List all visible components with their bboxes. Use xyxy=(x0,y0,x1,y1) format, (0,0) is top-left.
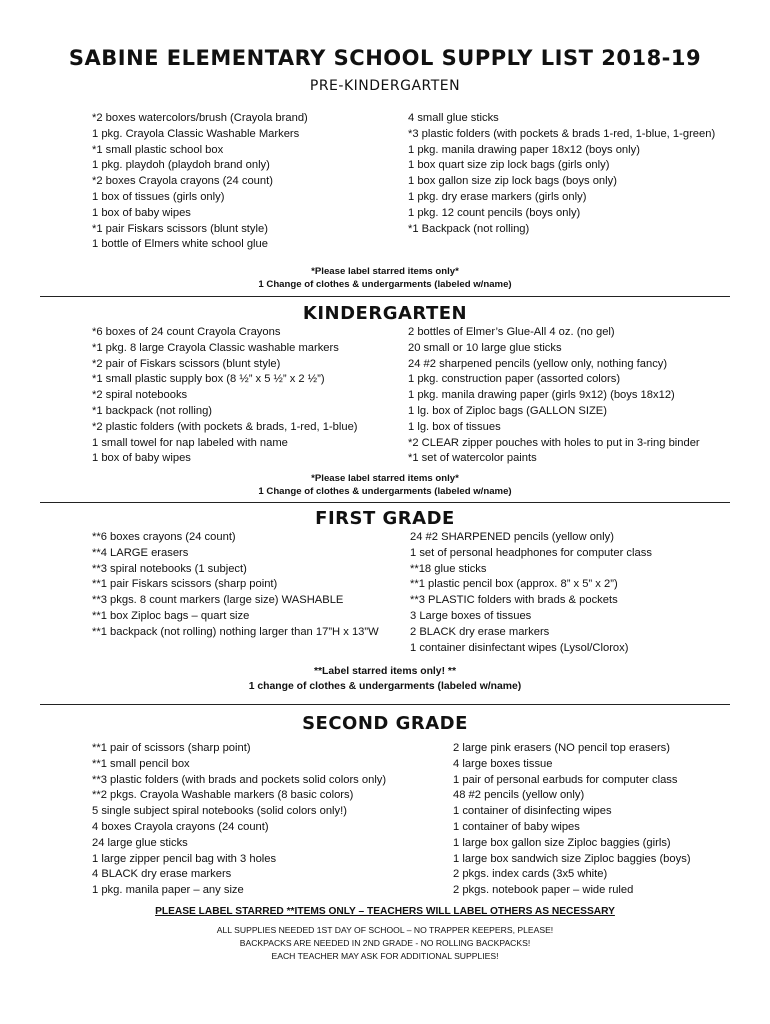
list-item: 24 #2 sharpened pencils (yellow only, nothing fancy) xyxy=(408,357,668,370)
list-item: 1 set of personal headphones for computer class xyxy=(410,546,652,559)
list-item: 1 bottle of Elmers white school glue xyxy=(92,238,268,251)
list-item: 1 small towel for nap labeled with name xyxy=(92,436,288,449)
list-item: 2 BLACK dry erase markers xyxy=(410,625,550,638)
first-right-list xyxy=(410,530,652,656)
list-item: *1 pkg. 8 large Crayola Classic washable markers xyxy=(92,341,339,354)
list-item: 1 large box gallon size Ziploc baggies (girls) xyxy=(453,836,671,849)
list-item: 1 pair of personal earbuds for computer class xyxy=(453,773,678,786)
list-item: *2 boxes Crayola crayons (24 count) xyxy=(92,175,273,188)
list-item: 1 pkg. playdoh (playdoh brand only) xyxy=(92,159,270,172)
divider xyxy=(40,704,730,705)
prek-heading: PRE-KINDERGARTEN xyxy=(309,78,461,94)
list-item: 1 container of disinfecting wipes xyxy=(453,805,612,818)
kinder-note xyxy=(0,472,770,498)
list-item: **1 box Ziploc bags – quart size xyxy=(92,609,250,622)
list-item: 1 large zipper pencil bag with 3 holes xyxy=(92,852,277,865)
divider xyxy=(40,502,730,503)
list-item: 24 large glue sticks xyxy=(92,836,188,849)
list-item: 1 pkg. manila drawing paper 18x12 (boys only) xyxy=(408,143,640,156)
list-item: 1 box of baby wipes xyxy=(92,452,191,465)
list-item: *6 boxes of 24 count Crayola Crayons xyxy=(92,326,281,338)
list-item: 1 lg. box of tissues xyxy=(408,420,501,433)
list-item: 1 pkg. dry erase markers (girls only) xyxy=(408,190,587,203)
footer-notes xyxy=(0,924,770,963)
note-line: 1 Change of clothes & undergarments (labeled w/name) xyxy=(258,486,512,497)
note-line: **Label starred items only! ** xyxy=(313,666,457,677)
list-item: 2 pkgs. notebook paper – wide ruled xyxy=(453,884,634,897)
footer-line: ALL SUPPLIES NEEDED 1ST DAY OF SCHOOL – NO TRAPPER KEEPERS, PLEASE! xyxy=(216,925,554,935)
list-item: *1 small plastic school box xyxy=(92,143,224,156)
list-item: 1 box gallon size zip lock bags (boys only) xyxy=(408,175,617,188)
list-item: **1 pair of scissors (sharp point) xyxy=(92,742,251,754)
list-item: *2 spiral notebooks xyxy=(92,389,188,402)
first-heading: FIRST GRADE xyxy=(315,508,455,529)
list-item: *2 boxes watercolors/brush (Crayola brand) xyxy=(92,112,308,124)
note-line: *Please label starred items only* xyxy=(311,473,459,484)
list-item: **6 boxes crayons (24 count) xyxy=(92,531,236,543)
list-item: *2 pair of Fiskars scissors (blunt style) xyxy=(92,357,281,370)
kinder-heading: KINDERGARTEN xyxy=(302,303,468,324)
list-item: **1 pair Fiskars scissors (sharp point) xyxy=(92,578,278,591)
list-item: **2 pkgs. Crayola Washable markers (8 basic colors) xyxy=(92,789,354,802)
footer-line: EACH TEACHER MAY ASK FOR ADDITIONAL SUPPLIES! xyxy=(271,951,499,961)
list-item: 3 Large boxes of tissues xyxy=(410,609,532,622)
list-item: *2 CLEAR zipper pouches with holes to put in 3-ring binder xyxy=(408,436,700,449)
note-line: 1 change of clothes & undergarments (labeled w/name) xyxy=(248,681,522,692)
second-right-list xyxy=(453,741,691,899)
list-item: *1 small plastic supply box (8 ½” x 5 ½” x 2 ½”) xyxy=(92,373,325,386)
prek-left-list xyxy=(92,111,308,253)
list-item: 1 container disinfectant wipes (Lysol/Clorox) xyxy=(410,641,629,654)
kinder-right-list xyxy=(408,325,700,467)
list-item: **1 small pencil box xyxy=(92,757,190,770)
prek-right-list xyxy=(408,111,715,237)
list-item: *2 plastic folders (with pockets & brads, 1-red, 1-blue) xyxy=(92,420,358,433)
first-note xyxy=(0,664,770,694)
list-item: *1 set of watercolor paints xyxy=(408,452,537,465)
list-item: 1 large box sandwich size Ziploc baggies (boys) xyxy=(453,852,691,865)
list-item: 1 box of baby wipes xyxy=(92,206,191,219)
list-item: *1 Backpack (not rolling) xyxy=(408,222,530,235)
list-item: 2 pkgs. index cards (3x5 white) xyxy=(453,868,608,881)
list-item: 2 large pink erasers (NO pencil top erasers) xyxy=(453,742,671,754)
list-item: 24 #2 SHARPENED pencils (yellow only) xyxy=(410,531,614,543)
list-item: 4 large boxes tissue xyxy=(453,757,553,770)
list-item: *3 plastic folders (with pockets & brads 1-red, 1-blue, 1-green) xyxy=(408,127,716,140)
list-item: 1 pkg. 12 count pencils (boys only) xyxy=(408,206,581,219)
footer-main-note: PLEASE LABEL STARRED **ITEMS ONLY – TEACHERS WILL LABEL OTHERS AS NECESSARY xyxy=(155,906,615,917)
list-item: **3 plastic folders (with brads and pockets solid colors only) xyxy=(92,773,387,786)
list-item: **3 PLASTIC folders with brads & pockets xyxy=(410,594,618,607)
list-item: 4 BLACK dry erase markers xyxy=(92,868,232,881)
list-item: 1 pkg. Crayola Classic Washable Markers xyxy=(92,127,300,140)
list-item: **4 LARGE erasers xyxy=(92,546,189,559)
list-item: 1 lg. box of Ziploc bags (GALLON SIZE) xyxy=(408,404,607,417)
list-item: **1 plastic pencil box (approx. 8” x 5” x 2”) xyxy=(410,578,618,591)
list-item: 20 small or 10 large glue sticks xyxy=(408,341,562,354)
second-left-list xyxy=(92,741,386,899)
list-item: **3 spiral notebooks (1 subject) xyxy=(92,562,247,575)
note-line: 1 Change of clothes & undergarments (labeled w/name) xyxy=(258,279,512,290)
list-item: 1 container of baby wipes xyxy=(453,820,580,833)
list-item: 1 box quart size zip lock bags (girls only) xyxy=(408,159,610,172)
list-item: 1 box of tissues (girls only) xyxy=(92,190,225,203)
list-item: **3 pkgs. 8 count markers (large size) WASHABLE xyxy=(92,594,344,607)
list-item: *1 pair Fiskars scissors (blunt style) xyxy=(92,222,268,235)
page-title: SABINE ELEMENTARY SCHOOL SUPPLY LIST 2018-19 xyxy=(68,46,702,70)
list-item: 1 pkg. manila paper – any size xyxy=(92,884,244,897)
list-item: **18 glue sticks xyxy=(410,562,487,575)
second-heading: SECOND GRADE xyxy=(302,713,468,734)
note-line: *Please label starred items only* xyxy=(311,266,459,277)
list-item: **1 backpack (not rolling) nothing larger than 17”H x 13”W xyxy=(92,625,379,638)
list-item: 5 single subject spiral notebooks (solid colors only!) xyxy=(92,805,347,818)
list-item: 4 boxes Crayola crayons (24 count) xyxy=(92,820,269,833)
list-item: 4 small glue sticks xyxy=(408,112,499,124)
list-item: 48 #2 pencils (yellow only) xyxy=(453,789,585,802)
list-item: 1 pkg. manila drawing paper (girls 9x12) (boys 18x12) xyxy=(408,389,675,402)
first-left-list xyxy=(92,530,379,641)
list-item: 1 pkg. construction paper (assorted colors) xyxy=(408,373,621,386)
prek-note xyxy=(0,265,770,291)
divider xyxy=(40,296,730,297)
list-item: *1 backpack (not rolling) xyxy=(92,404,213,417)
footer-line: BACKPACKS ARE NEEDED IN 2ND GRADE - NO ROLLING BACKPACKS! xyxy=(239,938,531,948)
kinder-left-list xyxy=(92,325,358,467)
list-item: 2 bottles of Elmer’s Glue-All 4 oz. (no gel) xyxy=(408,326,615,338)
